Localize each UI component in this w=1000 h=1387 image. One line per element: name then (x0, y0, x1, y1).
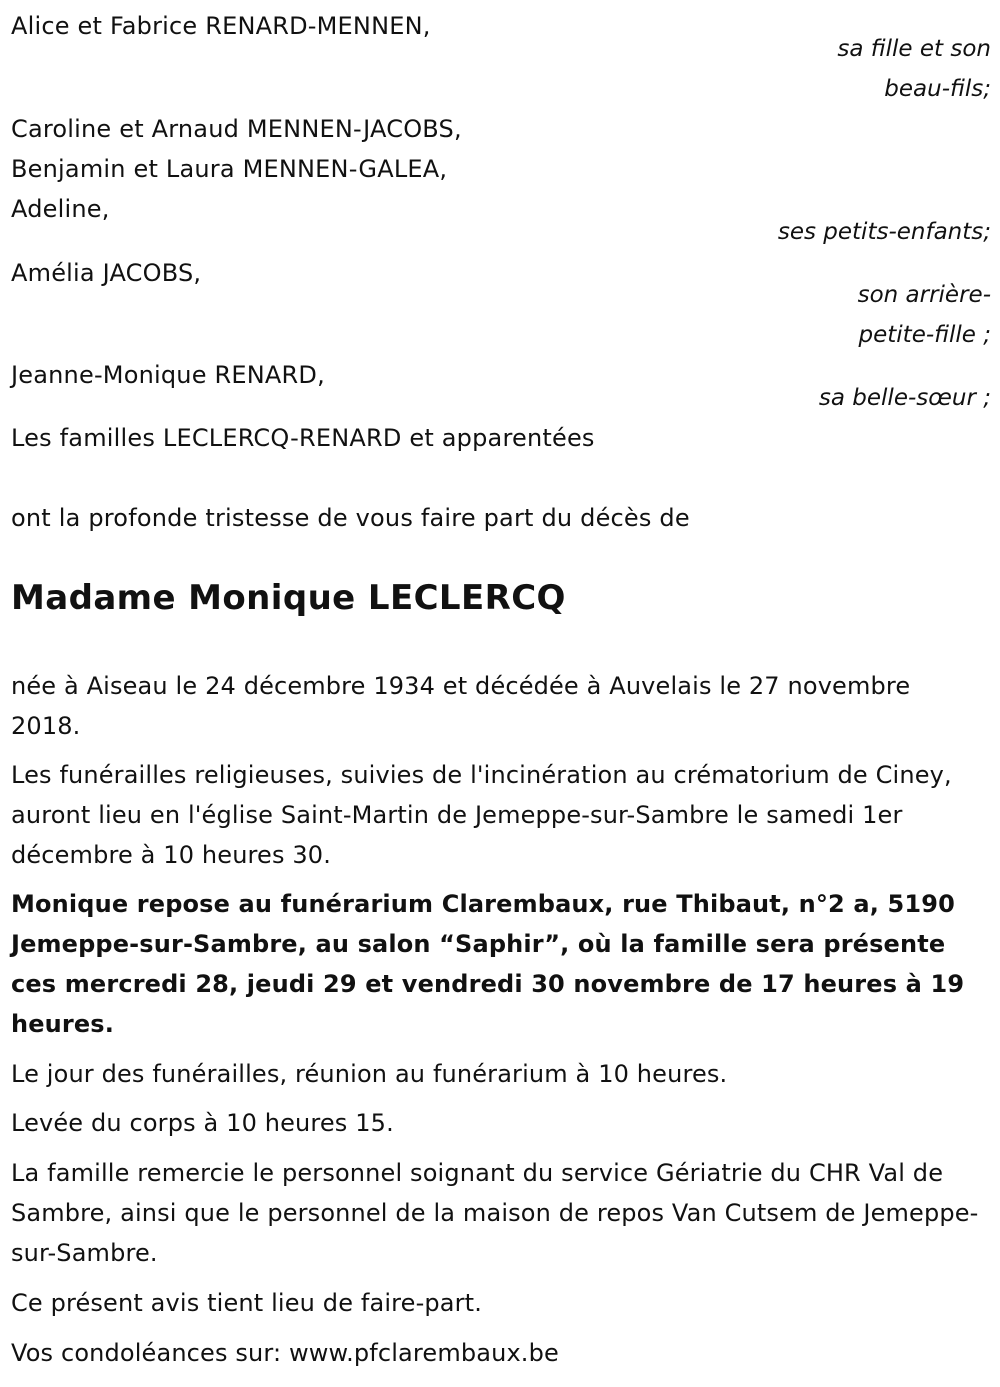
daughter-role-line1: sa fille et son (837, 36, 991, 62)
condolences-info: Vos condoléances sur: www.pfclarembaux.be (11, 1339, 559, 1367)
great-granddaughter: Amélia JACOBS, (11, 259, 202, 287)
daughter-names: Alice et Fabrice RENARD-MENNEN, (11, 12, 431, 40)
birth-death-info: née à Aiseau le 24 décembre 1934 et décédée à Auvelais le 27 novembre 2018. (11, 672, 911, 740)
notice-info: Ce présent avis tient lieu de faire-part. (11, 1289, 482, 1317)
obituary-notice (11, 0, 991, 1387)
deceased-name: Madame Monique LECLERCQ (11, 578, 566, 618)
extended-families: Les familles LECLERCQ-RENARD et apparentées (11, 424, 595, 452)
body-lift-info: Levée du corps à 10 heures 15. (11, 1109, 394, 1137)
grandchild-3: Adeline, (11, 195, 110, 223)
great-granddaughter-role-line2: petite-fille ; (858, 322, 991, 348)
thanks-info: La famille remercie le personnel soignant du service Gériatrie du CHR Val de Sambre, ainsi que le personnel de la maison de repos Van Cutsem de Jemeppe-sur-Sambre. (11, 1159, 979, 1267)
grandchildren-role: ses petits-enfants; (777, 219, 991, 245)
grandchild-1: Caroline et Arnaud MENNEN-JACOBS, (11, 115, 462, 143)
sister-in-law: Jeanne-Monique RENARD, (11, 361, 325, 389)
visitation-info: Monique repose au funérarium Clarembaux, rue Thibaut, n°2 a, 5190 Jemeppe-sur-Sambre, au salon “Saphir”, où la famille sera présente ces mercredi 28, jeudi 29 et vendredi 30 novembre de 17 heures à 19 heures. (11, 890, 965, 1038)
daughter-role-line2: beau-fils; (884, 76, 991, 102)
great-granddaughter-role-line1: son arrière- (857, 282, 991, 308)
announcement-intro: ont la profonde tristesse de vous faire part du décès de (11, 504, 690, 532)
grandchild-2: Benjamin et Laura MENNEN-GALEA, (11, 155, 448, 183)
funeral-info: Les funérailles religieuses, suivies de l'incinération au crématorium de Ciney, auront lieu en l'église Saint-Martin de Jemeppe-sur-Sambre le samedi 1er décembre à 10 heures 30. (11, 761, 952, 869)
sister-in-law-role: sa belle-sœur ; (818, 385, 991, 411)
meeting-info: Le jour des funérailles, réunion au funérarium à 10 heures. (11, 1060, 728, 1088)
